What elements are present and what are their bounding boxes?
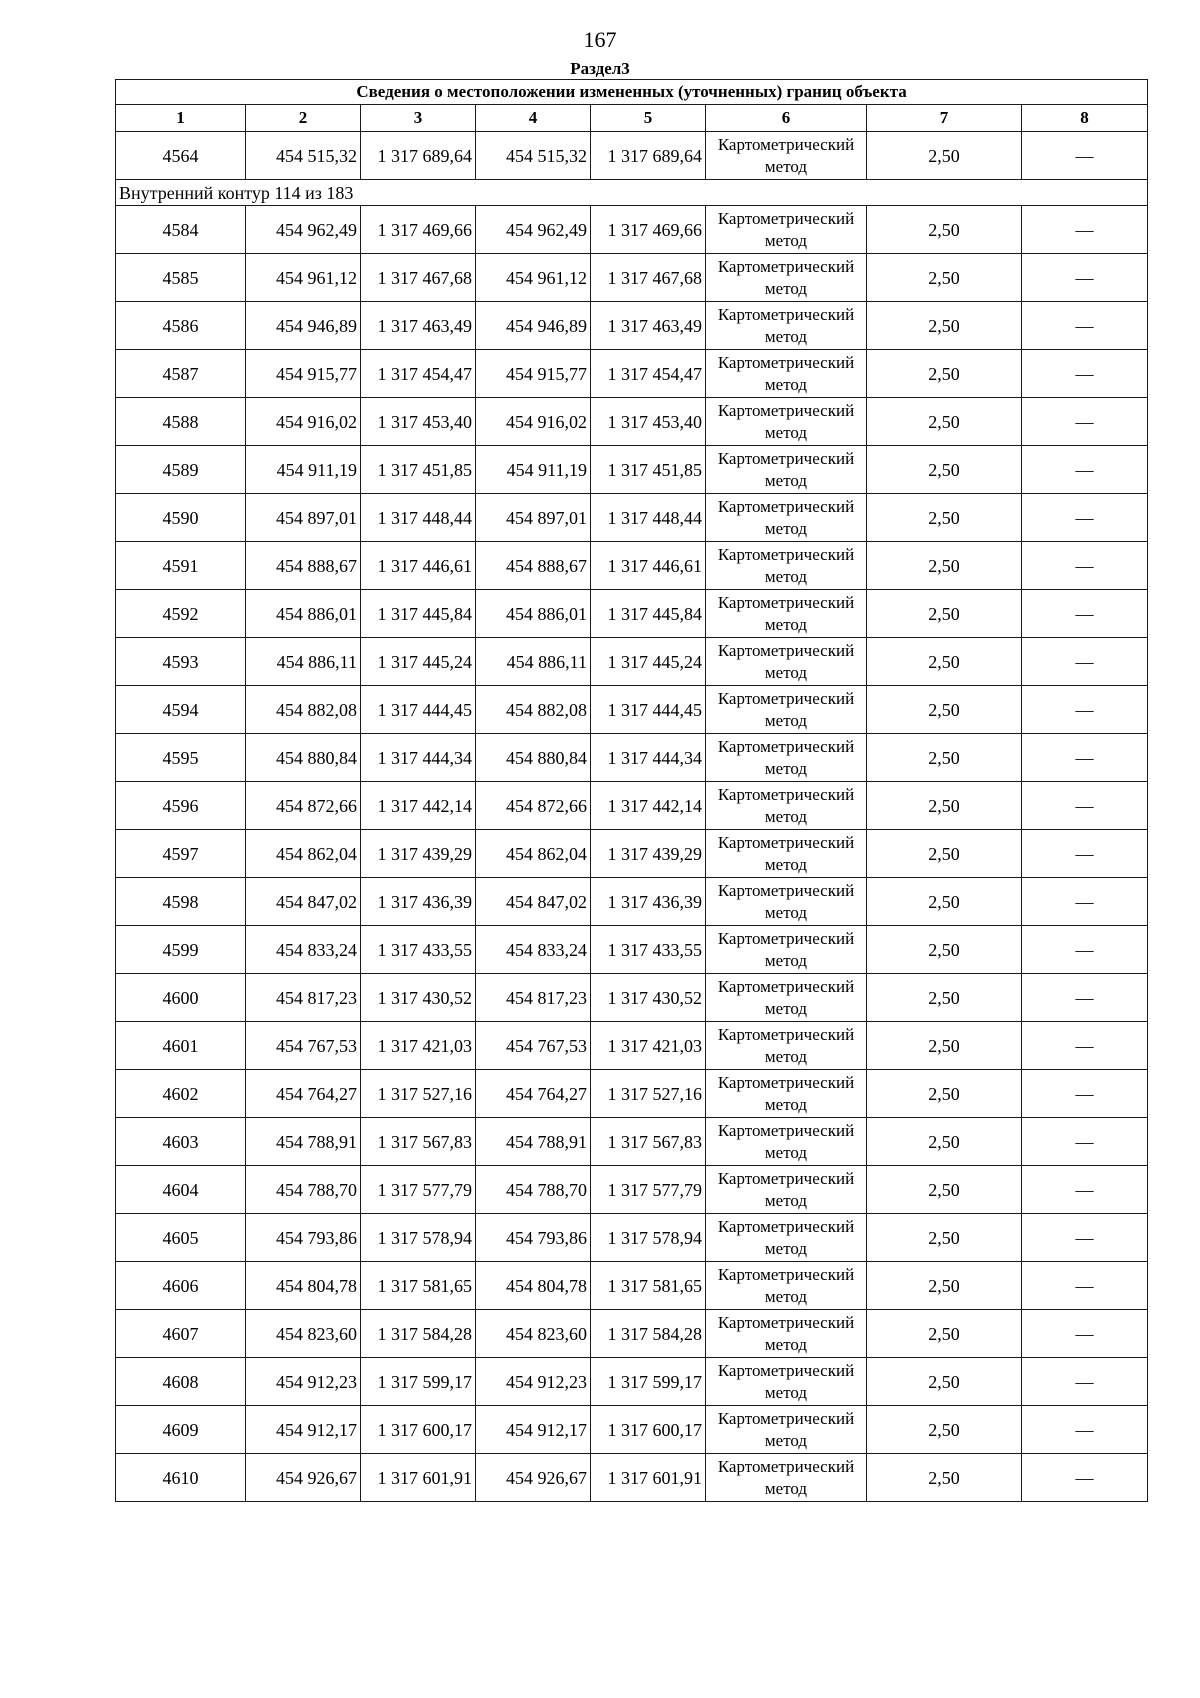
x-coordinate-cell: 454 911,19 (246, 446, 361, 494)
y-coordinate-cell: 1 317 584,28 (361, 1310, 476, 1358)
table-row (116, 830, 1148, 878)
y-coordinate-cell: 1 317 430,52 (591, 974, 706, 1022)
point-number-cell: 4604 (116, 1166, 246, 1214)
x-coordinate-cell: 454 862,04 (246, 830, 361, 878)
x-coordinate-cell: 454 788,91 (476, 1118, 591, 1166)
table-row (116, 734, 1148, 782)
method-cell: Картометрический метод (706, 1262, 867, 1310)
method-cell: Картометрический метод (706, 302, 867, 350)
y-coordinate-cell: 1 317 581,65 (361, 1262, 476, 1310)
y-coordinate-cell: 1 317 601,91 (591, 1454, 706, 1502)
point-number-cell: 4596 (116, 782, 246, 830)
x-coordinate-cell: 454 962,49 (246, 206, 361, 254)
table-row (116, 206, 1148, 254)
y-coordinate-cell: 1 317 577,79 (591, 1166, 706, 1214)
accuracy-cell: 2,50 (867, 1310, 1022, 1358)
accuracy-cell: 2,50 (867, 782, 1022, 830)
x-coordinate-cell: 454 912,17 (246, 1406, 361, 1454)
point-number-cell: 4600 (116, 974, 246, 1022)
accuracy-cell: 2,50 (867, 542, 1022, 590)
accuracy-cell: 2,50 (867, 590, 1022, 638)
table-row (116, 638, 1148, 686)
note-cell: — (1022, 686, 1148, 734)
note-cell: — (1022, 254, 1148, 302)
x-coordinate-cell: 454 880,84 (246, 734, 361, 782)
note-cell: — (1022, 1262, 1148, 1310)
table-row (116, 1118, 1148, 1166)
point-number-cell: 4564 (116, 132, 246, 180)
method-cell: Картометрический метод (706, 1454, 867, 1502)
point-number-cell: 4593 (116, 638, 246, 686)
x-coordinate-cell: 454 817,23 (476, 974, 591, 1022)
note-cell: — (1022, 830, 1148, 878)
contour-label-row (116, 180, 1148, 206)
y-coordinate-cell: 1 317 445,84 (361, 590, 476, 638)
y-coordinate-cell: 1 317 448,44 (361, 494, 476, 542)
note-cell: — (1022, 1022, 1148, 1070)
table-row (116, 1070, 1148, 1118)
x-coordinate-cell: 454 515,32 (246, 132, 361, 180)
y-coordinate-cell: 1 317 454,47 (361, 350, 476, 398)
column-number-row (116, 105, 1148, 132)
method-cell: Картометрический метод (706, 830, 867, 878)
x-coordinate-cell: 454 962,49 (476, 206, 591, 254)
table-row (116, 686, 1148, 734)
y-coordinate-cell: 1 317 463,49 (361, 302, 476, 350)
y-coordinate-cell: 1 317 584,28 (591, 1310, 706, 1358)
x-coordinate-cell: 454 823,60 (246, 1310, 361, 1358)
table-row (116, 1022, 1148, 1070)
x-coordinate-cell: 454 915,77 (476, 350, 591, 398)
y-coordinate-cell: 1 317 567,83 (591, 1118, 706, 1166)
x-coordinate-cell: 454 788,70 (246, 1166, 361, 1214)
note-cell: — (1022, 782, 1148, 830)
point-number-cell: 4606 (116, 1262, 246, 1310)
table-row (116, 302, 1148, 350)
x-coordinate-cell: 454 793,86 (476, 1214, 591, 1262)
method-cell: Картометрический метод (706, 132, 867, 180)
point-number-cell: 4589 (116, 446, 246, 494)
x-coordinate-cell: 454 946,89 (246, 302, 361, 350)
y-coordinate-cell: 1 317 577,79 (361, 1166, 476, 1214)
y-coordinate-cell: 1 317 567,83 (361, 1118, 476, 1166)
x-coordinate-cell: 454 767,53 (246, 1022, 361, 1070)
method-cell: Картометрический метод (706, 686, 867, 734)
point-number-cell: 4609 (116, 1406, 246, 1454)
x-coordinate-cell: 454 912,23 (476, 1358, 591, 1406)
note-cell: — (1022, 350, 1148, 398)
contour-label: Внутренний контур 114 из 183 (116, 180, 1148, 206)
y-coordinate-cell: 1 317 445,24 (591, 638, 706, 686)
x-coordinate-cell: 454 880,84 (476, 734, 591, 782)
point-number-cell: 4594 (116, 686, 246, 734)
note-cell: — (1022, 974, 1148, 1022)
note-cell: — (1022, 446, 1148, 494)
column-number: 6 (706, 105, 867, 132)
x-coordinate-cell: 454 888,67 (246, 542, 361, 590)
column-number: 7 (867, 105, 1022, 132)
y-coordinate-cell: 1 317 421,03 (591, 1022, 706, 1070)
column-number: 3 (361, 105, 476, 132)
point-number-cell: 4599 (116, 926, 246, 974)
point-number-cell: 4607 (116, 1310, 246, 1358)
method-cell: Картометрический метод (706, 350, 867, 398)
y-coordinate-cell: 1 317 599,17 (361, 1358, 476, 1406)
x-coordinate-cell: 454 961,12 (476, 254, 591, 302)
y-coordinate-cell: 1 317 454,47 (591, 350, 706, 398)
accuracy-cell: 2,50 (867, 686, 1022, 734)
accuracy-cell: 2,50 (867, 1454, 1022, 1502)
table-row (116, 1454, 1148, 1502)
x-coordinate-cell: 454 847,02 (246, 878, 361, 926)
table-body (116, 132, 1148, 1502)
method-cell: Картометрический метод (706, 206, 867, 254)
accuracy-cell: 2,50 (867, 878, 1022, 926)
x-coordinate-cell: 454 767,53 (476, 1022, 591, 1070)
table-row (116, 1166, 1148, 1214)
table-head (116, 80, 1148, 132)
table-heading-row (116, 80, 1148, 105)
x-coordinate-cell: 454 764,27 (246, 1070, 361, 1118)
note-cell: — (1022, 206, 1148, 254)
note-cell: — (1022, 734, 1148, 782)
note-cell: — (1022, 590, 1148, 638)
column-number: 8 (1022, 105, 1148, 132)
column-number: 5 (591, 105, 706, 132)
note-cell: — (1022, 398, 1148, 446)
note-cell: — (1022, 638, 1148, 686)
column-number: 2 (246, 105, 361, 132)
method-cell: Картометрический метод (706, 1022, 867, 1070)
method-cell: Картометрический метод (706, 926, 867, 974)
page-number: 167 (583, 27, 617, 52)
note-cell: — (1022, 302, 1148, 350)
y-coordinate-cell: 1 317 445,24 (361, 638, 476, 686)
y-coordinate-cell: 1 317 439,29 (591, 830, 706, 878)
point-number-cell: 4610 (116, 1454, 246, 1502)
accuracy-cell: 2,50 (867, 206, 1022, 254)
point-number-cell: 4601 (116, 1022, 246, 1070)
y-coordinate-cell: 1 317 436,39 (361, 878, 476, 926)
table-row (116, 132, 1148, 180)
table-row (116, 590, 1148, 638)
x-coordinate-cell: 454 926,67 (476, 1454, 591, 1502)
y-coordinate-cell: 1 317 467,68 (361, 254, 476, 302)
note-cell: — (1022, 1070, 1148, 1118)
x-coordinate-cell: 454 912,17 (476, 1406, 591, 1454)
method-cell: Картометрический метод (706, 878, 867, 926)
y-coordinate-cell: 1 317 451,85 (361, 446, 476, 494)
x-coordinate-cell: 454 833,24 (246, 926, 361, 974)
note-cell: — (1022, 1454, 1148, 1502)
y-coordinate-cell: 1 317 442,14 (591, 782, 706, 830)
y-coordinate-cell: 1 317 448,44 (591, 494, 706, 542)
y-coordinate-cell: 1 317 433,55 (591, 926, 706, 974)
x-coordinate-cell: 454 882,08 (246, 686, 361, 734)
accuracy-cell: 2,50 (867, 734, 1022, 782)
x-coordinate-cell: 454 915,77 (246, 350, 361, 398)
column-number: 4 (476, 105, 591, 132)
x-coordinate-cell: 454 961,12 (246, 254, 361, 302)
method-cell: Картометрический метод (706, 542, 867, 590)
accuracy-cell: 2,50 (867, 1214, 1022, 1262)
y-coordinate-cell: 1 317 451,85 (591, 446, 706, 494)
note-cell: — (1022, 132, 1148, 180)
x-coordinate-cell: 454 804,78 (476, 1262, 591, 1310)
y-coordinate-cell: 1 317 689,64 (361, 132, 476, 180)
method-cell: Картометрический метод (706, 446, 867, 494)
method-cell: Картометрический метод (706, 1214, 867, 1262)
point-number-cell: 4586 (116, 302, 246, 350)
accuracy-cell: 2,50 (867, 1118, 1022, 1166)
x-coordinate-cell: 454 916,02 (476, 398, 591, 446)
x-coordinate-cell: 454 916,02 (246, 398, 361, 446)
table-row (116, 926, 1148, 974)
accuracy-cell: 2,50 (867, 1166, 1022, 1214)
y-coordinate-cell: 1 317 469,66 (361, 206, 476, 254)
note-cell: — (1022, 542, 1148, 590)
note-cell: — (1022, 1310, 1148, 1358)
y-coordinate-cell: 1 317 527,16 (361, 1070, 476, 1118)
x-coordinate-cell: 454 886,11 (476, 638, 591, 686)
y-coordinate-cell: 1 317 463,49 (591, 302, 706, 350)
x-coordinate-cell: 454 823,60 (476, 1310, 591, 1358)
table-row (116, 1406, 1148, 1454)
y-coordinate-cell: 1 317 439,29 (361, 830, 476, 878)
x-coordinate-cell: 454 926,67 (246, 1454, 361, 1502)
point-number-cell: 4591 (116, 542, 246, 590)
accuracy-cell: 2,50 (867, 350, 1022, 398)
y-coordinate-cell: 1 317 444,34 (361, 734, 476, 782)
point-number-cell: 4592 (116, 590, 246, 638)
x-coordinate-cell: 454 882,08 (476, 686, 591, 734)
x-coordinate-cell: 454 912,23 (246, 1358, 361, 1406)
point-number-cell: 4605 (116, 1214, 246, 1262)
y-coordinate-cell: 1 317 430,52 (361, 974, 476, 1022)
point-number-cell: 4590 (116, 494, 246, 542)
y-coordinate-cell: 1 317 444,45 (361, 686, 476, 734)
point-number-cell: 4585 (116, 254, 246, 302)
x-coordinate-cell: 454 833,24 (476, 926, 591, 974)
y-coordinate-cell: 1 317 469,66 (591, 206, 706, 254)
y-coordinate-cell: 1 317 442,14 (361, 782, 476, 830)
accuracy-cell: 2,50 (867, 446, 1022, 494)
x-coordinate-cell: 454 847,02 (476, 878, 591, 926)
accuracy-cell: 2,50 (867, 1022, 1022, 1070)
accuracy-cell: 2,50 (867, 1406, 1022, 1454)
method-cell: Картометрический метод (706, 1166, 867, 1214)
note-cell: — (1022, 1166, 1148, 1214)
table-row (116, 974, 1148, 1022)
y-coordinate-cell: 1 317 599,17 (591, 1358, 706, 1406)
table-row (116, 254, 1148, 302)
table-row (116, 1358, 1148, 1406)
method-cell: Картометрический метод (706, 398, 867, 446)
y-coordinate-cell: 1 317 601,91 (361, 1454, 476, 1502)
method-cell: Картометрический метод (706, 1358, 867, 1406)
x-coordinate-cell: 454 886,01 (246, 590, 361, 638)
table-row (116, 542, 1148, 590)
table-row (116, 878, 1148, 926)
point-number-cell: 4587 (116, 350, 246, 398)
y-coordinate-cell: 1 317 600,17 (591, 1406, 706, 1454)
accuracy-cell: 2,50 (867, 132, 1022, 180)
method-cell: Картометрический метод (706, 734, 867, 782)
y-coordinate-cell: 1 317 444,45 (591, 686, 706, 734)
method-cell: Картометрический метод (706, 782, 867, 830)
accuracy-cell: 2,50 (867, 638, 1022, 686)
x-coordinate-cell: 454 862,04 (476, 830, 591, 878)
note-cell: — (1022, 1358, 1148, 1406)
note-cell: — (1022, 878, 1148, 926)
x-coordinate-cell: 454 788,70 (476, 1166, 591, 1214)
point-number-cell: 4608 (116, 1358, 246, 1406)
x-coordinate-cell: 454 888,67 (476, 542, 591, 590)
method-cell: Картометрический метод (706, 590, 867, 638)
x-coordinate-cell: 454 872,66 (246, 782, 361, 830)
table-row (116, 398, 1148, 446)
x-coordinate-cell: 454 515,32 (476, 132, 591, 180)
y-coordinate-cell: 1 317 453,40 (361, 398, 476, 446)
y-coordinate-cell: 1 317 578,94 (361, 1214, 476, 1262)
y-coordinate-cell: 1 317 453,40 (591, 398, 706, 446)
y-coordinate-cell: 1 317 527,16 (591, 1070, 706, 1118)
table-row (116, 1262, 1148, 1310)
table-title: Сведения о местоположении измененных (уточненных) границ объекта (116, 80, 1148, 105)
point-number-cell: 4602 (116, 1070, 246, 1118)
note-cell: — (1022, 1406, 1148, 1454)
point-number-cell: 4584 (116, 206, 246, 254)
y-coordinate-cell: 1 317 467,68 (591, 254, 706, 302)
y-coordinate-cell: 1 317 578,94 (591, 1214, 706, 1262)
table-row (116, 350, 1148, 398)
x-coordinate-cell: 454 886,11 (246, 638, 361, 686)
note-cell: — (1022, 1118, 1148, 1166)
section-title: Раздел3 (570, 59, 630, 78)
method-cell: Картометрический метод (706, 254, 867, 302)
point-number-cell: 4588 (116, 398, 246, 446)
column-number: 1 (116, 105, 246, 132)
table-row (116, 446, 1148, 494)
accuracy-cell: 2,50 (867, 398, 1022, 446)
y-coordinate-cell: 1 317 445,84 (591, 590, 706, 638)
method-cell: Картометрический метод (706, 974, 867, 1022)
accuracy-cell: 2,50 (867, 494, 1022, 542)
table-row (116, 782, 1148, 830)
note-cell: — (1022, 494, 1148, 542)
y-coordinate-cell: 1 317 446,61 (591, 542, 706, 590)
point-number-cell: 4597 (116, 830, 246, 878)
y-coordinate-cell: 1 317 600,17 (361, 1406, 476, 1454)
method-cell: Картометрический метод (706, 638, 867, 686)
y-coordinate-cell: 1 317 433,55 (361, 926, 476, 974)
coordinates-table (115, 79, 1148, 1502)
x-coordinate-cell: 454 897,01 (476, 494, 591, 542)
accuracy-cell: 2,50 (867, 974, 1022, 1022)
y-coordinate-cell: 1 317 581,65 (591, 1262, 706, 1310)
y-coordinate-cell: 1 317 689,64 (591, 132, 706, 180)
point-number-cell: 4595 (116, 734, 246, 782)
x-coordinate-cell: 454 793,86 (246, 1214, 361, 1262)
point-number-cell: 4603 (116, 1118, 246, 1166)
table-row (116, 494, 1148, 542)
x-coordinate-cell: 454 817,23 (246, 974, 361, 1022)
table-row (116, 1310, 1148, 1358)
method-cell: Картометрический метод (706, 494, 867, 542)
accuracy-cell: 2,50 (867, 1070, 1022, 1118)
x-coordinate-cell: 454 764,27 (476, 1070, 591, 1118)
method-cell: Картометрический метод (706, 1310, 867, 1358)
y-coordinate-cell: 1 317 446,61 (361, 542, 476, 590)
accuracy-cell: 2,50 (867, 302, 1022, 350)
table-row (116, 1214, 1148, 1262)
accuracy-cell: 2,50 (867, 1358, 1022, 1406)
note-cell: — (1022, 926, 1148, 974)
x-coordinate-cell: 454 872,66 (476, 782, 591, 830)
method-cell: Картометрический метод (706, 1406, 867, 1454)
accuracy-cell: 2,50 (867, 830, 1022, 878)
method-cell: Картометрический метод (706, 1118, 867, 1166)
y-coordinate-cell: 1 317 421,03 (361, 1022, 476, 1070)
point-number-cell: 4598 (116, 878, 246, 926)
accuracy-cell: 2,50 (867, 1262, 1022, 1310)
x-coordinate-cell: 454 886,01 (476, 590, 591, 638)
accuracy-cell: 2,50 (867, 254, 1022, 302)
x-coordinate-cell: 454 897,01 (246, 494, 361, 542)
y-coordinate-cell: 1 317 436,39 (591, 878, 706, 926)
y-coordinate-cell: 1 317 444,34 (591, 734, 706, 782)
x-coordinate-cell: 454 804,78 (246, 1262, 361, 1310)
note-cell: — (1022, 1214, 1148, 1262)
method-cell: Картометрический метод (706, 1070, 867, 1118)
accuracy-cell: 2,50 (867, 926, 1022, 974)
x-coordinate-cell: 454 946,89 (476, 302, 591, 350)
x-coordinate-cell: 454 911,19 (476, 446, 591, 494)
x-coordinate-cell: 454 788,91 (246, 1118, 361, 1166)
